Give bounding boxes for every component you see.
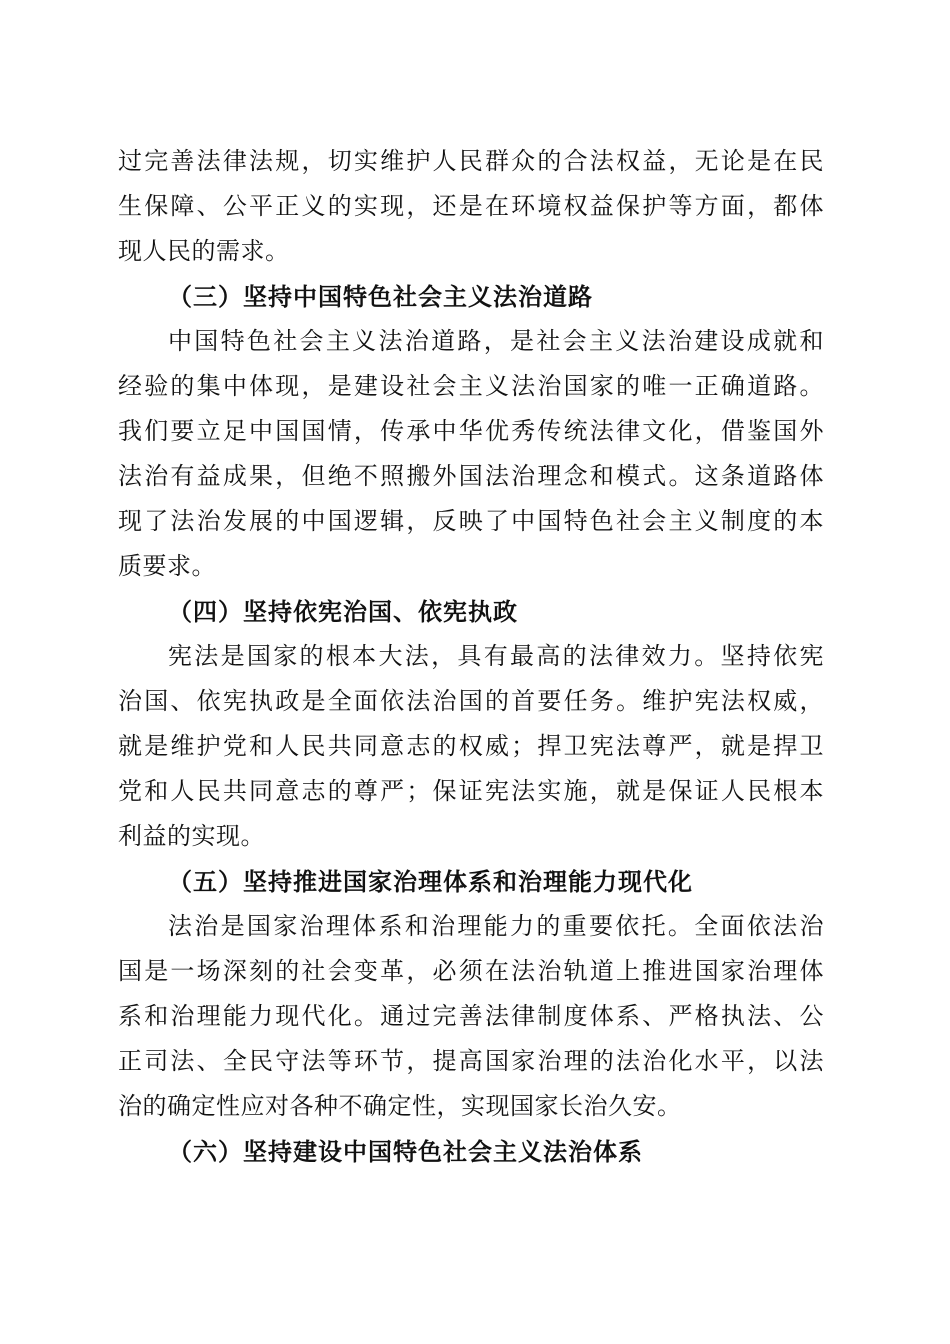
- text-line: 经验的集中体现，是建设社会主义法治国家的唯一正确道路。: [118, 372, 824, 400]
- section-heading-3: （三）坚持中国特色社会主义法治道路: [168, 282, 593, 311]
- text-line: 正司法、全民守法等环节，提高国家治理的法治化水平，以法: [118, 1047, 824, 1075]
- paragraph-legal-path: [118, 319, 824, 589]
- text-line: 利益的实现。: [118, 822, 265, 850]
- text-line: 法治是国家治理体系和治理能力的重要依托。全面依法治: [168, 912, 824, 940]
- text-line: 现了法治发展的中国逻辑，反映了中国特色社会主义制度的本: [118, 507, 824, 535]
- text-line: 中国特色社会主义法治道路，是社会主义法治建设成就和: [168, 327, 824, 355]
- text-line: 我们要立足中国国情，传承中华优秀传统法律文化，借鉴国外: [118, 417, 824, 445]
- text-line: 法治有益成果，但绝不照搬外国法治理念和模式。这条道路体: [118, 462, 824, 490]
- text-line: 过完善法律法规，切实维护人民群众的合法权益，无论是在民: [118, 147, 824, 175]
- text-line: 就是维护党和人民共同意志的权威；捍卫宪法尊严，就是捍卫: [118, 732, 824, 760]
- section-heading-4: （四）坚持依宪治国、依宪执政: [168, 597, 518, 626]
- text-line: 治国、依宪执政是全面依法治国的首要任务。维护宪法权威，: [118, 687, 824, 715]
- section-heading-5: （五）坚持推进国家治理体系和治理能力现代化: [168, 867, 693, 896]
- paragraph-continuation: [118, 139, 824, 274]
- text-line: 质要求。: [118, 552, 216, 580]
- text-line: 生保障、公平正义的实现，还是在环境权益保护等方面，都体: [118, 192, 824, 220]
- text-line: 系和治理能力现代化。通过完善法律制度体系、严格执法、公: [118, 1002, 824, 1030]
- paragraph-constitution: [118, 634, 824, 859]
- section-heading-6: （六）坚持建设中国特色社会主义法治体系: [168, 1137, 643, 1166]
- text-line: 国是一场深刻的社会变革，必须在法治轨道上推进国家治理体: [118, 957, 824, 985]
- text-line: 现人民的需求。: [118, 237, 290, 265]
- document-page: [118, 139, 824, 1174]
- paragraph-governance: [118, 904, 824, 1129]
- text-line: 党和人民共同意志的尊严；保证宪法实施，就是保证人民根本: [118, 777, 824, 805]
- text-line: 治的确定性应对各种不确定性，实现国家长治久安。: [118, 1092, 682, 1120]
- text-line: 宪法是国家的根本大法，具有最高的法律效力。坚持依宪: [168, 642, 824, 670]
